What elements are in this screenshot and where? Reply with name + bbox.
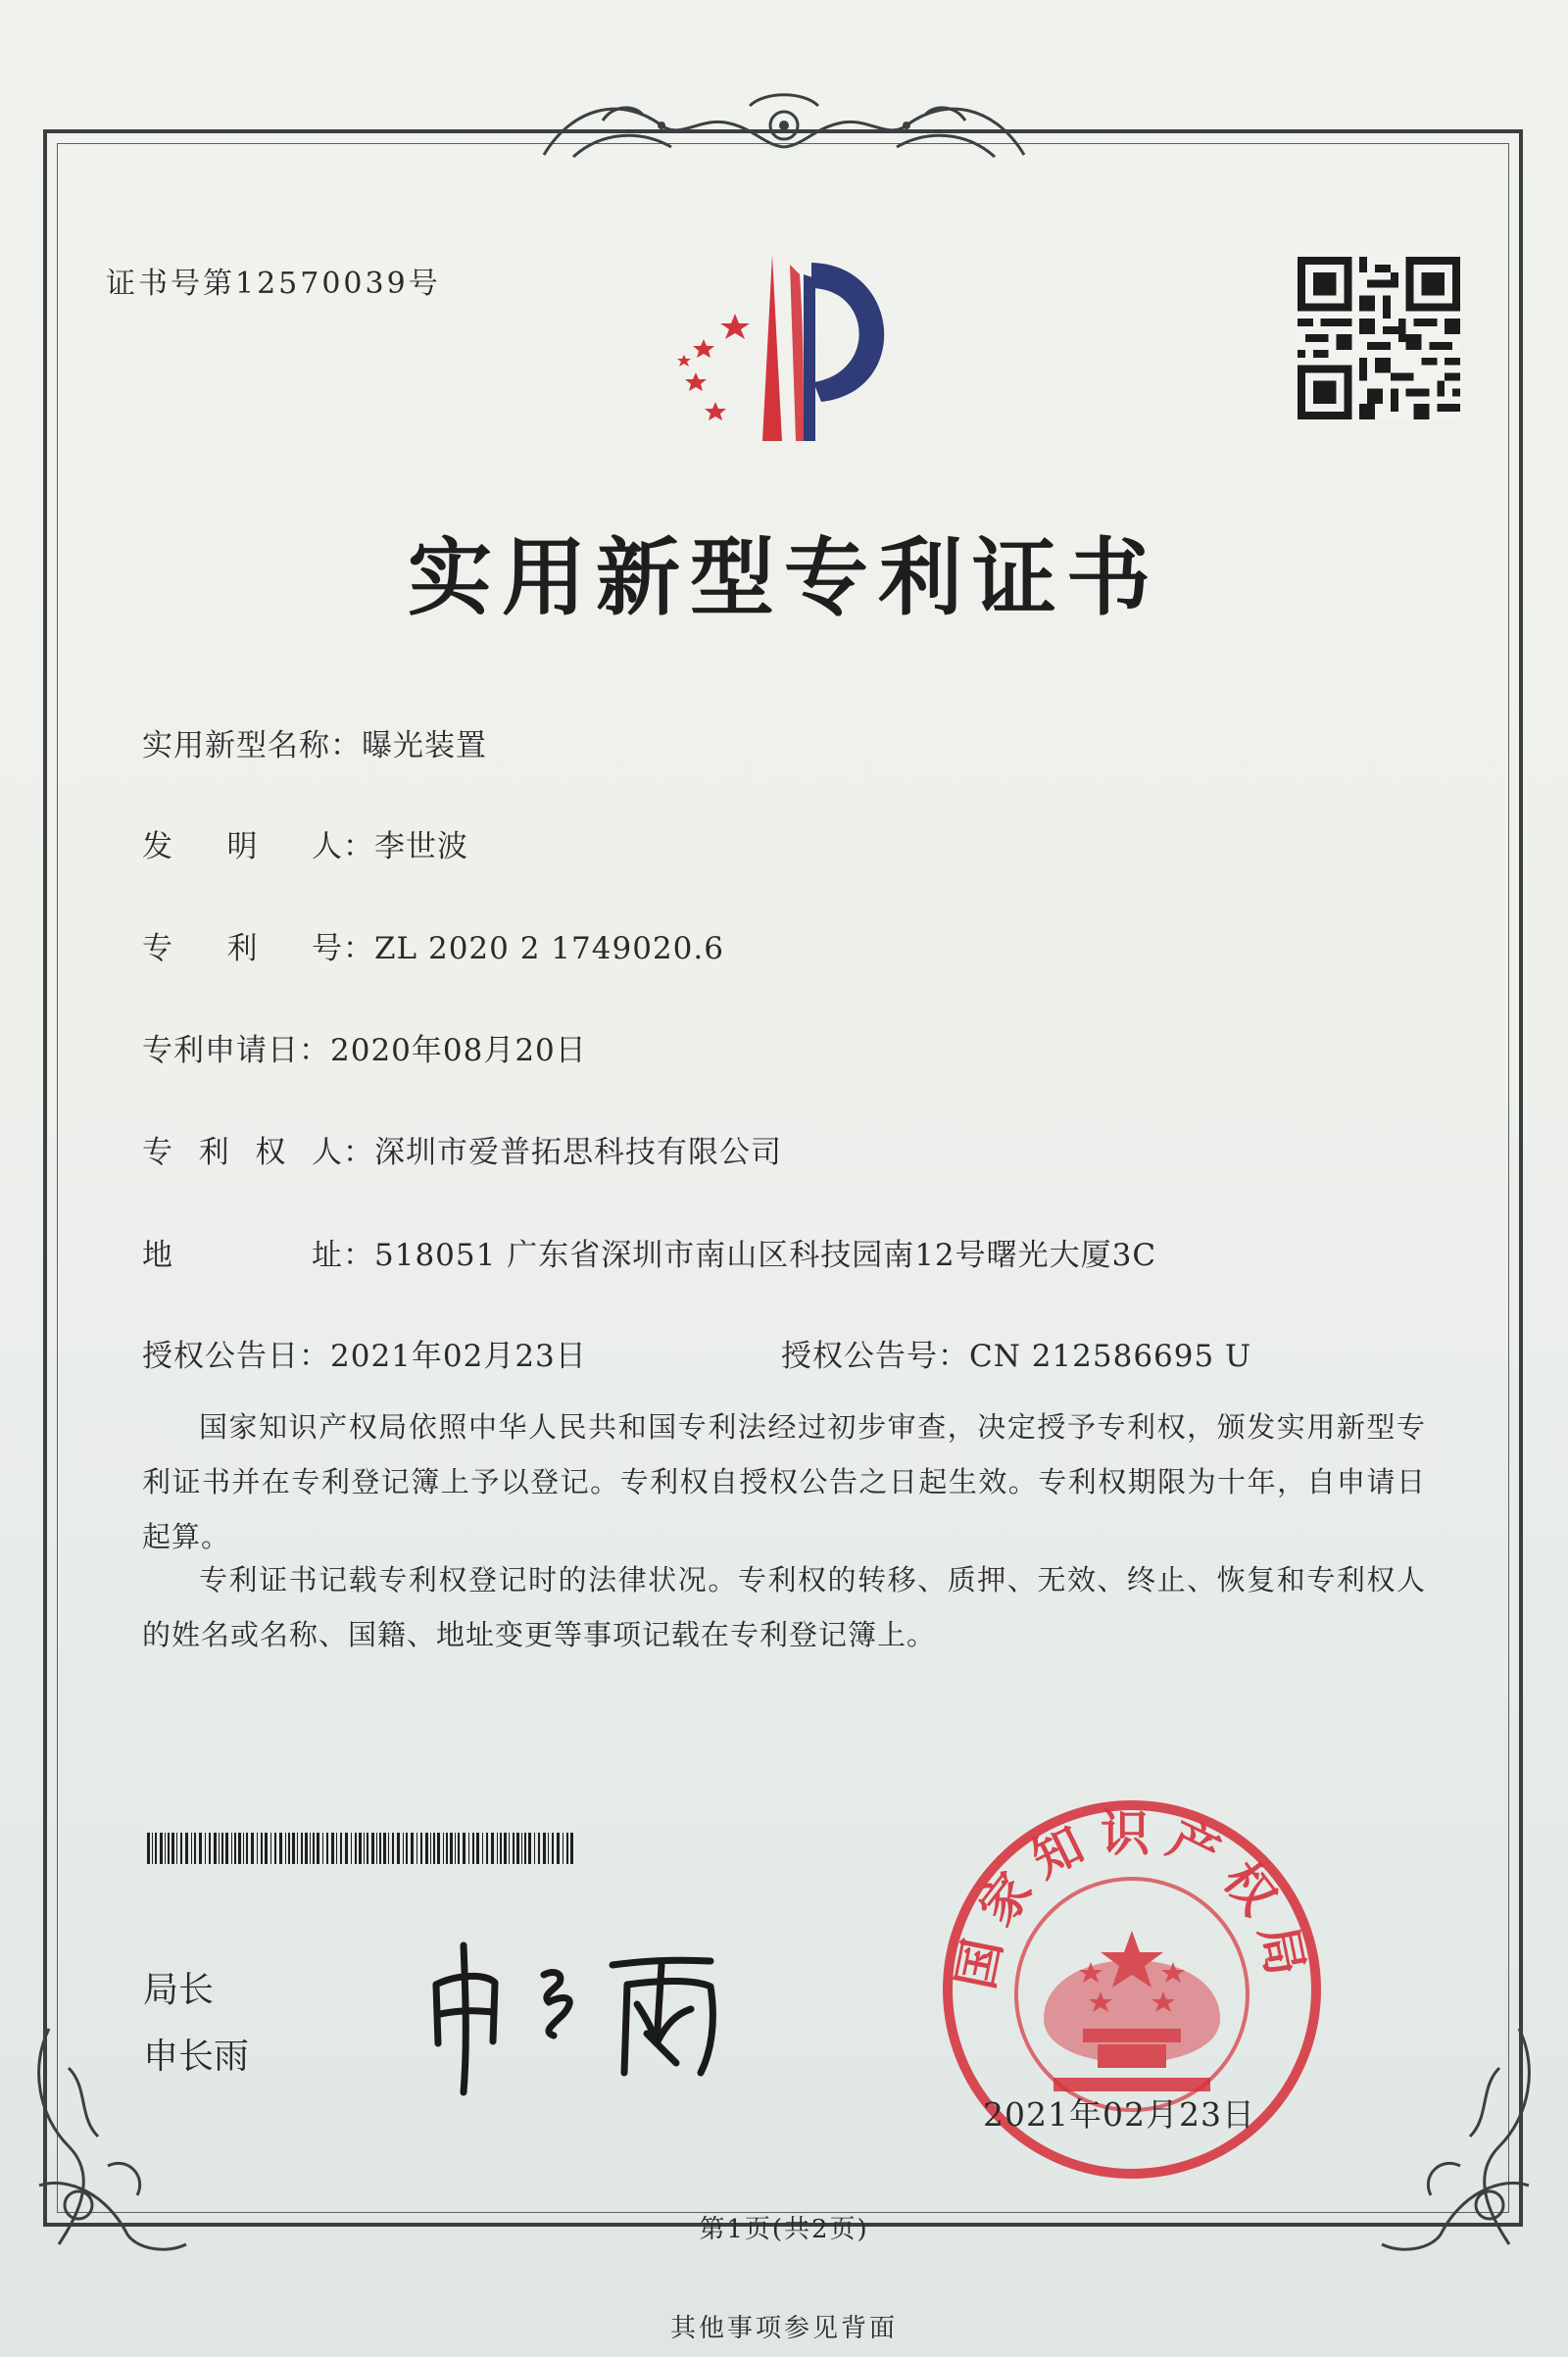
field-value: 深圳市爱普拓思科技有限公司 [374,1135,782,1170]
field-label: 专 利 号 [142,931,343,966]
field-grant-date [142,1331,587,1375]
field-inventor: 发 明 人 ：李世波 [142,821,468,865]
qr-code [1298,257,1460,419]
field-value: 2021年02月23日 [330,1339,587,1374]
seal-date: 2021年02月23日 [983,2095,1255,2134]
page-number: 第1页(共2页) [699,2215,869,2244]
field-value: 2020年08月20日 [330,1033,587,1068]
footer-note: 其他事项参见背面 [669,2314,898,2343]
seal-text: 国家知识产权局 [947,1805,1317,1994]
field-grant-number [781,1331,1251,1375]
certificate-number: 证书号第12570039号 [106,267,441,301]
body-paragraph-2: 专利证书记载专利权登记时的法律状况。专利权的转移、质押、无效、终止、恢复和专利权人的姓名或名称、国籍、地址变更等事项记载在专利登记簿上。 [142,1563,1426,1651]
field-value: 曝光装置 [362,728,487,763]
field-label: 实用新型名称： [142,728,362,763]
field-label: 地 址 [142,1238,343,1273]
field-label: 授权公告号： [781,1339,969,1374]
field-label: 专利申请日： [142,1033,330,1068]
field-utility-model-name [142,720,487,764]
body-paragraph-1: 国家知识产权局依照中华人民共和国专利法经过初步审查，决定授予专利权，颁发实用新型专利证书并在专利登记簿上予以登记。专利权自授权公告之日起生效。专利权期限为十年，自申请日起算。 [142,1410,1426,1553]
certificate-title: 实用新型专利证书 [408,529,1160,627]
field-value: 518051 广东省深圳市南山区科技园南12号曙光大厦3C [374,1238,1157,1273]
field-patentee: 专 利 权 人 ：深圳市爱普拓思科技有限公司 [142,1127,782,1171]
field-label: 专 利 权 人 [142,1135,343,1170]
field-label: 授权公告日： [142,1339,330,1374]
top-ornament [534,86,1034,174]
field-value: ZL 2020 2 1749020.6 [374,931,724,966]
field-application-date [142,1025,587,1069]
patent-office-emblem [657,245,921,451]
field-value: 李世波 [374,829,468,864]
barcode [147,1833,578,1864]
director-name: 申长雨 [143,2037,250,2077]
field-patent-number: 专 利 号 ：ZL 2020 2 1749020.6 [142,923,724,967]
field-address: 地 址 ：518051 广东省深圳市南山区科技园南12号曙光大厦3C [142,1230,1156,1274]
director-signature [416,1926,789,2102]
field-label: 发 明 人 [142,829,343,864]
director-title: 局长 [143,1970,215,2010]
field-value: CN 212586695 U [969,1339,1252,1374]
